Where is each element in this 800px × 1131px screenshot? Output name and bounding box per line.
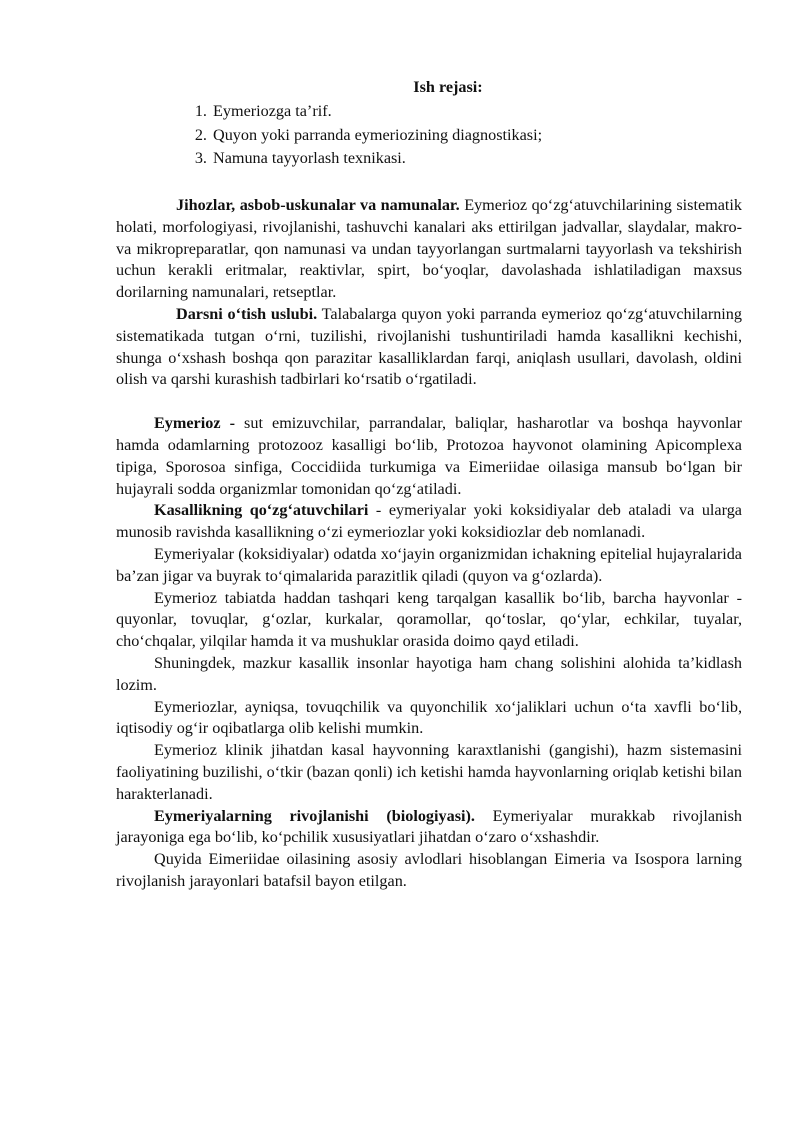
paragraph <box>116 697 742 741</box>
paragraph-text: - eymeriyalar yoki koksidiyalar deb ataladi va ularga munosib ravishda kasallikning o‘zi eymeriozlar yoki koksidiozlar deb nomlanadi. <box>116 501 742 542</box>
paragraph <box>116 740 742 805</box>
page-title: Ish rejasi: <box>413 78 483 96</box>
paragraph-text: Eymerioz klinik jihatdan kasal hayvonning karaxtlanishi (gangishi), hazm sistemasini faoliyatining buzilishi, o‘tkir (bazan qonli) ich ketishi hamda hayvonlarning oriqlab ketishi bilan harakterlanadi. <box>116 741 742 803</box>
paragraph-text: Eymeriozlar, ayniqsa, tovuqchilik va quyonchilik xo‘jaliklari uchun o‘ta xavfli bo‘lib, iqtisodiy og‘ir oqibatlarga olib kelishi mumkin. <box>116 697 742 738</box>
paragraph-text: sut emizuvchilar, parrandalar, baliqlar, hasharotlar va boshqa hayvonlar hamda odamlarning protozooz kasalligi bo‘lib, Protozoa hayvonot olamining Apicomplexa tipiga, Sporosoa sinfiga, Coccidiida turkumiga va Eimeriidae oilasiga mansub bo‘lgan bir hujayrali sodda organizmlar tomonidan qo‘zg‘atiladi. <box>116 414 742 498</box>
list-item: 1. Eymeriozga ta’rif. <box>211 100 542 124</box>
document-body <box>116 195 742 893</box>
paragraph-text: Talabalarga quyon yoki parranda eymerioz qo‘zg‘atuvchilarning sistematikada tutgan o‘rni, tuzilishi, rivojlanishi tushuntiriladi hamda kasallikni kechishi, shunga o‘xshash boshqa qon parazitar kasalliklardan farqi, aniqlash usullari, davolash, oldini olish va qarshi kurashish tadbirlari ko‘rsatib o‘rgatiladi. <box>116 304 742 389</box>
paragraph <box>116 544 742 588</box>
paragraph-text: Eymeriyalar (koksidiyalar) odatda xo‘jayin organizmidan ichakning epitelial hujayralarida ba’zan jigar va buyrak to‘qimalarida parazitlik qiladi (quyon va g‘ozlarda). <box>116 544 742 585</box>
paragraph-lead: Kasallikning qo‘zg‘atuvchilari <box>154 501 369 520</box>
paragraph-text: Shuningdek, mazkur kasallik insonlar hayotiga ham chang solishini alohida ta’kidlash lozim. <box>116 653 742 694</box>
list-item: 2. Quyon yoki parranda eymeriozining diagnostikasi; <box>211 124 542 148</box>
paragraph-text: Quyida Eimeriidae oilasining asosiy avlodlari hisoblangan Eimeria va Isospora larning rivojlanish jarayonlari batafsil bayon etilgan. <box>116 850 742 890</box>
pathogens-paragraph <box>116 500 742 544</box>
development-paragraph <box>116 806 742 850</box>
method-paragraph <box>116 304 742 391</box>
paragraph-lead: Eymeriyalarning rivojlanishi (biologiyasi). <box>154 806 475 825</box>
equipment-paragraph <box>116 195 742 304</box>
paragraph-lead: Darsni o‘tish uslubi. <box>176 304 318 323</box>
paragraph <box>116 588 742 653</box>
work-plan-list <box>186 100 542 171</box>
paragraph <box>116 849 742 893</box>
paragraph-lead: Jihozlar, asbob-uskunalar va namunalar. <box>176 196 460 214</box>
definition-paragraph <box>116 413 742 500</box>
paragraph-text: Eymerioz qo‘zg‘atuvchilarining sistematik holati, morfologiyasi, rivojlanishi, tashuvchi kanalari aks ettirilgan jadvallar, slaydalar, makro- va mikropreparatlar, qon namunasi va undan tayyorlangan surtmalarni tayyorlash va tekshirish uchun kerakli eritmalar, reaktivlar, spirt, bo‘yoqlar, davolashada ishlatiladigan maxsus dorilarning namunalari, retseptlar. <box>116 196 742 302</box>
paragraph-lead: Eymerioz - <box>154 414 235 433</box>
paragraph-text: Eymeriyalar murakkab rivojlanish jarayoniga ega bo‘lib, ko‘pchilik xususiyatlari jihatdan o‘zaro o‘xshashdir. <box>116 806 742 847</box>
paragraph <box>116 653 742 697</box>
list-item: 3. Namuna tayyorlash texnikasi. <box>211 147 542 171</box>
paragraph-text: Eymerioz tabiatda haddan tashqari keng tarqalgan kasallik bo‘lib, barcha hayvonlar - quyonlar, tovuqlar, g‘ozlar, kurkalar, qoramollar, qo‘toslar, qo‘ylar, echkilar, tuyalar, cho‘chqalar, yilqilar hamda it va mushuklar orasida doimo qayd etiladi. <box>116 588 742 651</box>
